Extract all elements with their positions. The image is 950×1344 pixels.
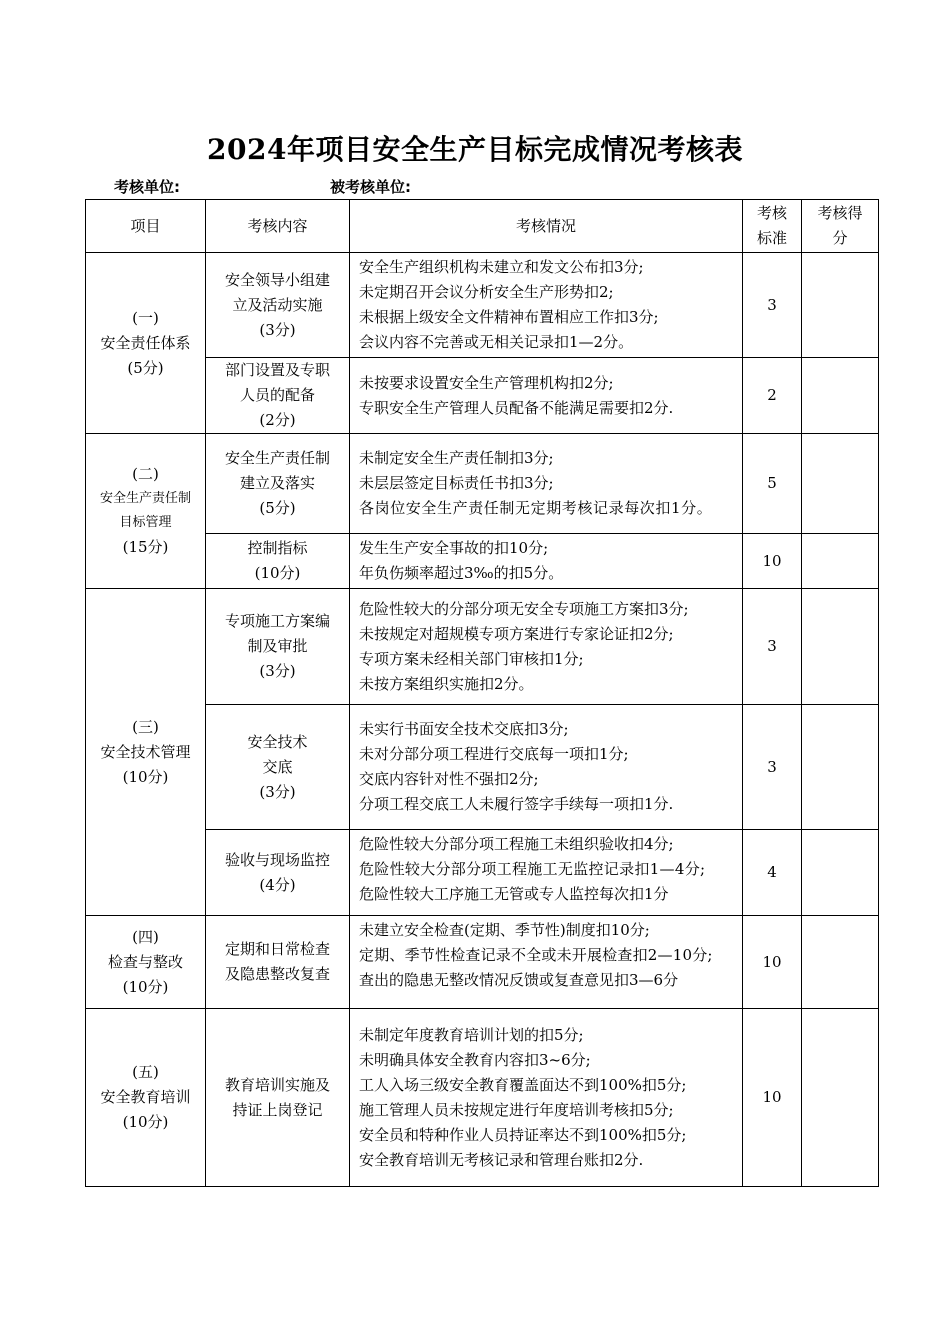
item-cell-5: (五) 安全教育培训 (10分) bbox=[86, 1009, 206, 1187]
situation-cell: 未制定年度教育培训计划的扣5分; 未明确具体安全教育内容扣3~6分; 工人入场三级安全教育覆盖面达不到100%扣5分; 施工管理人员未按规定进行年度培训考核扣5分; 安全员和特种作业人员持证率达不到100%扣5分; 安全教育培训无考核记录和管理台账扣2分. bbox=[350, 1009, 743, 1187]
situation-cell: 安全生产组织机构未建立和发文公布扣3分; 未定期召开会议分析安全生产形势扣2; 未根据上级安全文件精神布置相应工作扣3分; 会议内容不完善或无相关记录扣1—2分。 bbox=[350, 253, 743, 358]
score-cell[interactable] bbox=[802, 358, 879, 434]
score-cell[interactable] bbox=[802, 534, 879, 589]
content-cell: 控制指标 (10分) bbox=[206, 534, 350, 589]
table-row bbox=[86, 253, 879, 358]
item-cell-1: (一) 安全责任体系 (5分) bbox=[86, 253, 206, 434]
header-situation: 考核情况 bbox=[350, 200, 743, 253]
header-content: 考核内容 bbox=[206, 200, 350, 253]
header-row bbox=[86, 200, 879, 253]
assessor-label: 考核单位: bbox=[114, 178, 180, 196]
score-cell[interactable] bbox=[802, 589, 879, 705]
standard-cell: 10 bbox=[743, 1009, 802, 1187]
situation-cell: 发生生产安全事故的扣10分; 年负伤频率超过3‰的扣5分。 bbox=[350, 534, 743, 589]
header-item: 项目 bbox=[86, 200, 206, 253]
content-cell: 安全技术 交底 (3分) bbox=[206, 705, 350, 830]
assessment-table bbox=[85, 199, 879, 1187]
page-title: 2024年项目安全生产目标完成情况考核表 bbox=[207, 133, 743, 166]
standard-cell: 4 bbox=[743, 830, 802, 916]
situation-cell: 未实行书面安全技术交底扣3分; 未对分部分项工程进行交底每一项扣1分; 交底内容针对性不强扣2分; 分项工程交底工人未履行签字手续每一项扣1分. bbox=[350, 705, 743, 830]
item-cell-4: (四) 检查与整改 (10分) bbox=[86, 916, 206, 1009]
situation-cell: 危险性较大分部分项工程施工未组织验收扣4分; 危险性较大分部分项工程施工无监控记录扣1—4分; 危险性较大工序施工无管或专人监控每次扣1分 bbox=[350, 830, 743, 916]
content-cell: 验收与现场监控 (4分) bbox=[206, 830, 350, 916]
table-row bbox=[86, 1009, 879, 1187]
content-cell: 教育培训实施及 持证上岗登记 bbox=[206, 1009, 350, 1187]
assessee-label: 被考核单位: bbox=[330, 178, 411, 196]
table-row bbox=[86, 434, 879, 534]
standard-cell: 2 bbox=[743, 358, 802, 434]
header-score: 考核得 分 bbox=[802, 200, 879, 253]
situation-cell: 未按要求设置安全生产管理机构扣2分; 专职安全生产管理人员配备不能满足需要扣2分. bbox=[350, 358, 743, 434]
score-cell[interactable] bbox=[802, 916, 879, 1009]
score-cell[interactable] bbox=[802, 253, 879, 358]
header-standard: 考核 标准 bbox=[743, 200, 802, 253]
standard-cell: 10 bbox=[743, 916, 802, 1009]
item-cell-3: (三) 安全技术管理 (10分) bbox=[86, 589, 206, 916]
table-row bbox=[86, 916, 879, 1009]
item-cell-2: (二) 安全生产责任制 目标管理 (15分) bbox=[86, 434, 206, 589]
standard-cell: 10 bbox=[743, 534, 802, 589]
standard-cell: 3 bbox=[743, 589, 802, 705]
table-row bbox=[86, 589, 879, 705]
score-cell[interactable] bbox=[802, 1009, 879, 1187]
situation-cell: 未建立安全检查(定期、季节性)制度扣10分; 定期、季节性检查记录不全或未开展检查扣2—10分; 查出的隐患无整改情况反馈或复查意见扣3—6分 bbox=[350, 916, 743, 1009]
score-cell[interactable] bbox=[802, 830, 879, 916]
situation-cell: 未制定安全生产责任制扣3分; 未层层签定目标责任书扣3分; 各岗位安全生产责任制无定期考核记录每次扣1分。 bbox=[350, 434, 743, 534]
content-cell: 专项施工方案编 制及审批 (3分) bbox=[206, 589, 350, 705]
content-cell: 安全生产责任制 建立及落实 (5分) bbox=[206, 434, 350, 534]
standard-cell: 3 bbox=[743, 253, 802, 358]
score-cell[interactable] bbox=[802, 705, 879, 830]
content-cell: 部门设置及专职 人员的配备 (2分) bbox=[206, 358, 350, 434]
content-cell: 定期和日常检查 及隐患整改复查 bbox=[206, 916, 350, 1009]
situation-cell: 危险性较大的分部分项无安全专项施工方案扣3分; 未按规定对超规模专项方案进行专家论证扣2分; 专项方案未经相关部门审核扣1分; 未按方案组织实施扣2分。 bbox=[350, 589, 743, 705]
content-cell: 安全领导小组建 立及活动实施 (3分) bbox=[206, 253, 350, 358]
score-cell[interactable] bbox=[802, 434, 879, 534]
standard-cell: 3 bbox=[743, 705, 802, 830]
standard-cell: 5 bbox=[743, 434, 802, 534]
